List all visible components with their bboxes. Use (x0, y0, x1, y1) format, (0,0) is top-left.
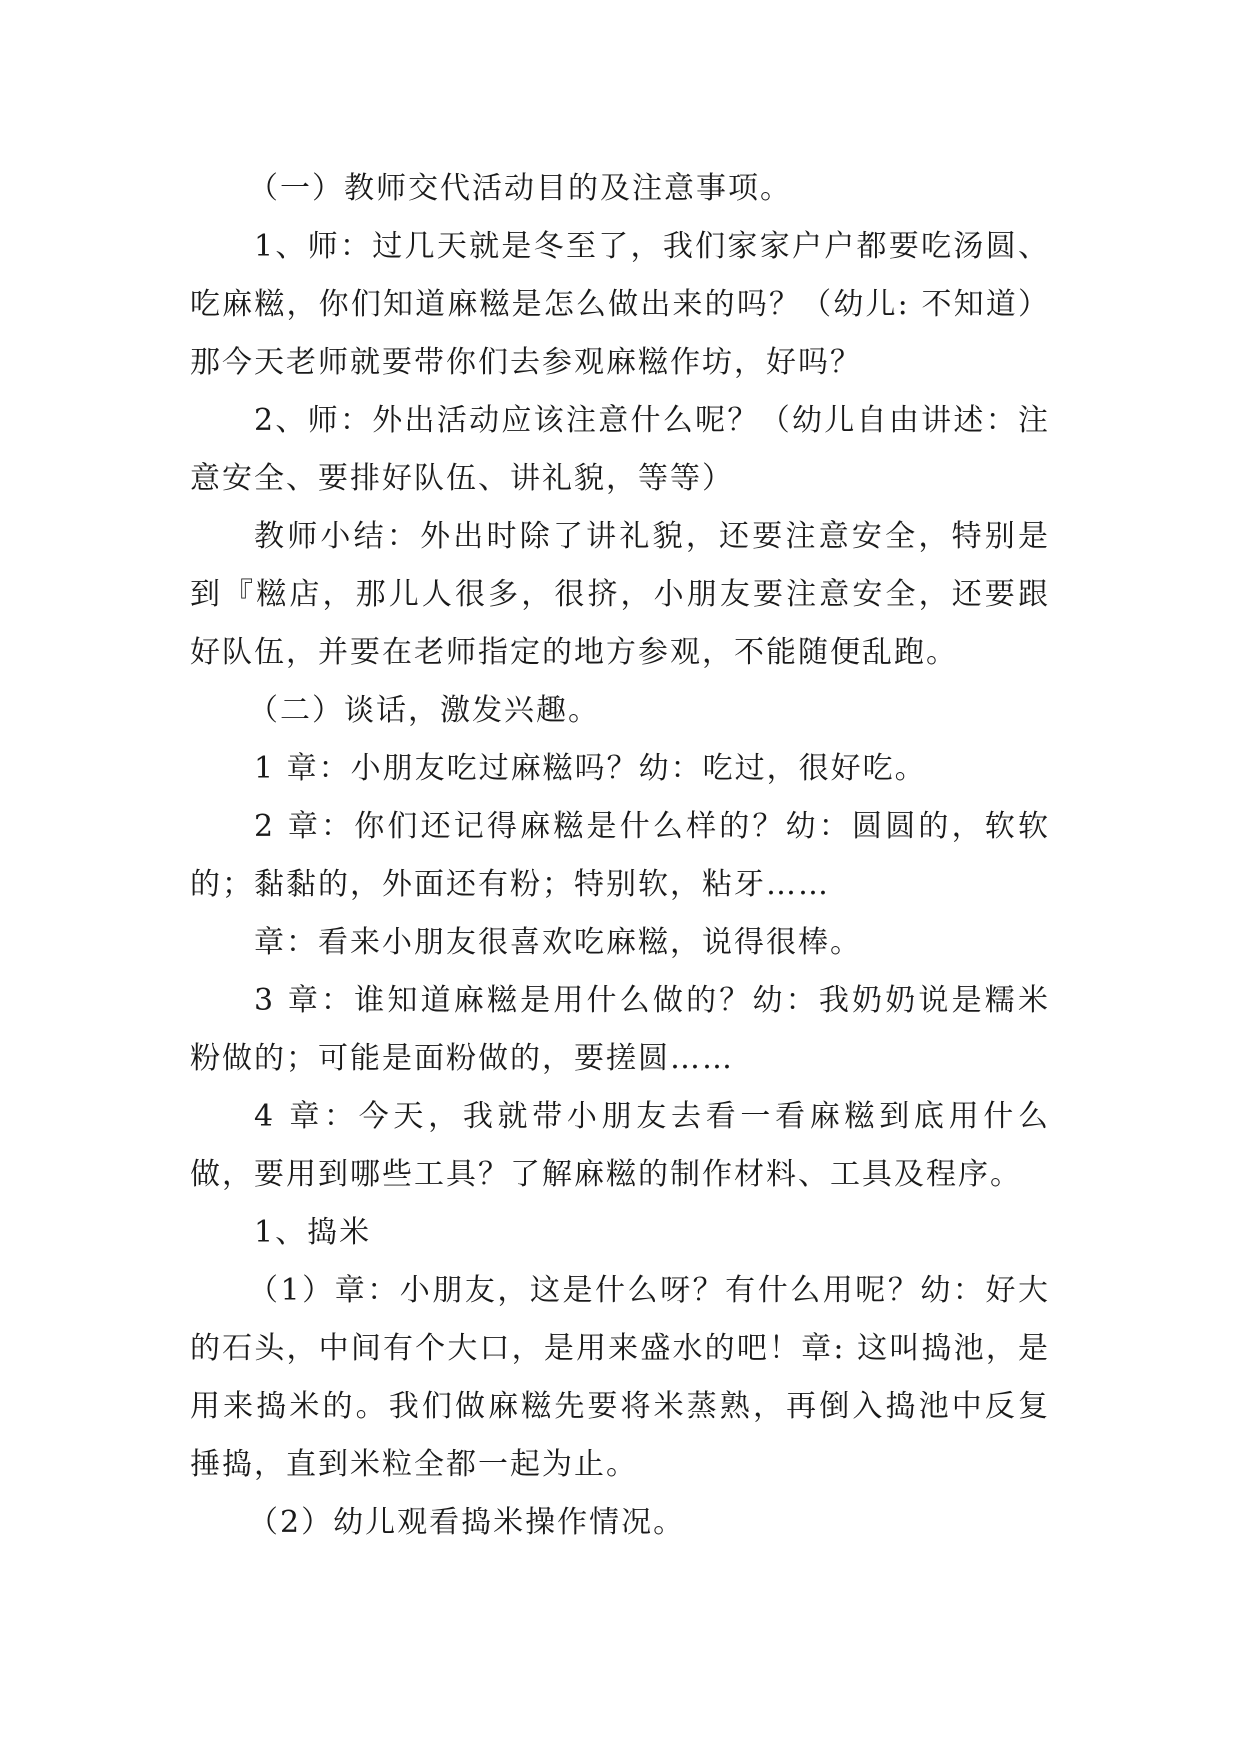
paragraph: 章：看来小朋友很喜欢吃麻糍，说得很棒。 (254, 925, 862, 960)
paragraph: 1 章：小朋友吃过麻糍吗？幼：吃过，很好吃。 (254, 751, 927, 786)
section-heading-1: （一）教师交代活动目的及注意事项。 (248, 171, 792, 206)
paragraph: 3 章：谁知道麻糍是用什么做的？幼：我奶奶说是糯米粉做的；可能是面粉做的，要搓圆…… (190, 983, 1050, 1076)
paragraph: 4 章：今天，我就带小朋友去看一看麻糍到底用什么做，要用到哪些工具？了解麻糍的制作材料、工具及程序。 (190, 1099, 1050, 1192)
document-body (190, 160, 1050, 1552)
paragraph: 教师小结：外出时除了讲礼貌，还要注意安全，特别是到『糍店，那儿人很多，很挤，小朋友要注意安全，还要跟好队伍，并要在老师指定的地方参观，不能随便乱跑。 (190, 519, 1050, 670)
paragraph: 2 章：你们还记得麻糍是什么样的？幼：圆圆的，软软的；黏黏的，外面还有粉；特别软，粘牙…… (190, 809, 1050, 902)
paragraph: （2）幼儿观看捣米操作情况。 (248, 1505, 686, 1540)
section-heading-2: （二）谈话，激发兴趣。 (248, 693, 600, 728)
paragraph: 2、师：外出活动应该注意什么呢？（幼儿自由讲述：注意安全、要排好队伍、讲礼貌，等等） (190, 403, 1050, 496)
paragraph: （1）章：小朋友，这是什么呀？有什么用呢？幼：好大的石头，中间有个大口，是用来盛水的吧！章: 这叫捣池，是用来捣米的。我们做麻糍先要将米蒸熟，再倒入捣池中反复捶捣，直到米粒全都一起为止。 (190, 1273, 1050, 1482)
paragraph: 1、师：过几天就是冬至了，我们家家户户都要吃汤圆、吃麻糍，你们知道麻糍是怎么做出来的吗？（幼儿: 不知道）那今天老师就要带你们去参观麻糍作坊，好吗？ (190, 229, 1050, 380)
subsection-heading: 1、捣米 (254, 1215, 372, 1250)
